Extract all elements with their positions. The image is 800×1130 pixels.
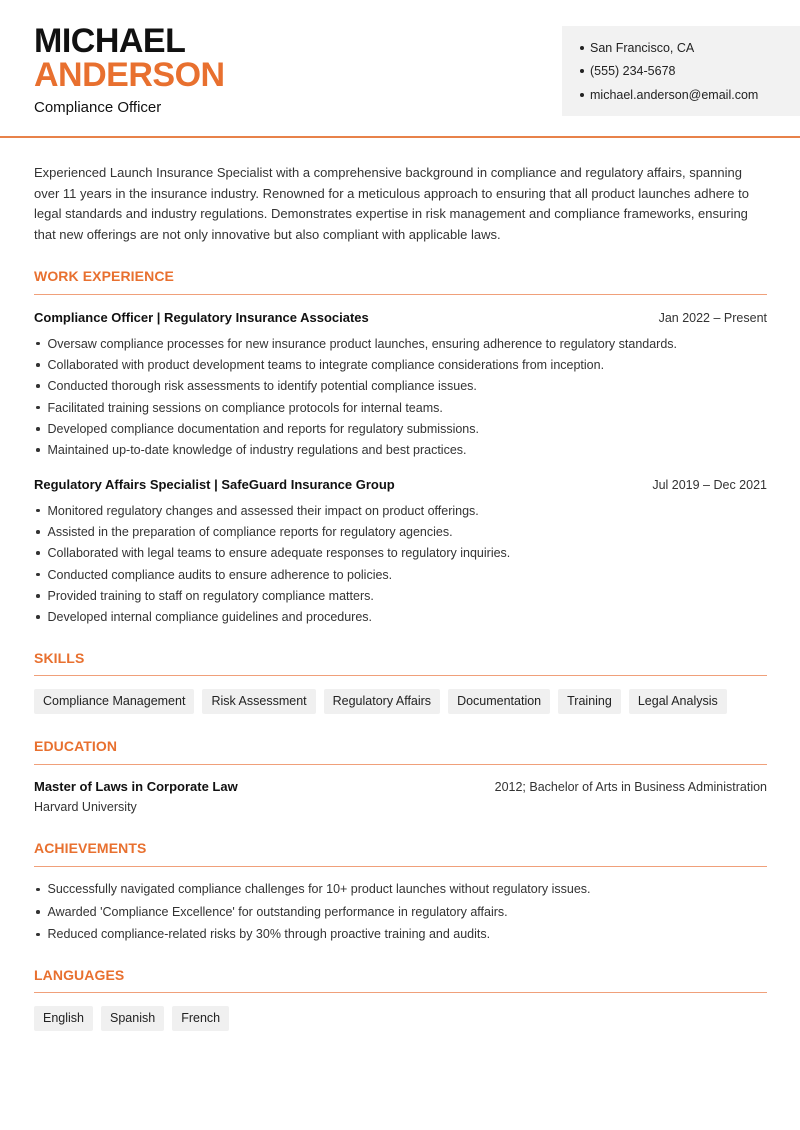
last-name: ANDERSON	[34, 56, 225, 94]
list-item-text: Oversaw compliance processes for new insurance product launches, ensuring adherence to regulatory standards.	[47, 336, 678, 351]
list-item-text: Developed compliance documentation and reports for regulatory submissions.	[47, 421, 479, 436]
job-bullets	[36, 333, 766, 461]
bullet-icon	[36, 384, 40, 388]
job-role: Regulatory Affairs Specialist | SafeGuard Insurance Group	[34, 477, 395, 492]
section-divider	[34, 675, 767, 676]
bullet-icon	[36, 888, 40, 892]
list-item-text: Developed internal compliance guidelines and procedures.	[47, 610, 373, 625]
section-divider	[34, 992, 767, 993]
bullet-icon	[36, 427, 40, 431]
list-item	[36, 376, 766, 397]
job-bullets	[36, 500, 766, 628]
list-item-text: Conducted thorough risk assessments to identify potential compliance issues.	[47, 379, 477, 394]
job-dates: Jul 2019 – Dec 2021	[652, 478, 767, 492]
section-divider	[34, 294, 767, 295]
list-item	[36, 878, 766, 901]
skills-list	[34, 689, 727, 714]
job-header	[34, 477, 767, 492]
education-school: Harvard University	[34, 800, 137, 814]
bullet-icon	[36, 933, 40, 937]
education-date: 2012; Bachelor of Arts in Business Administration	[494, 780, 767, 794]
skill-tag: Legal Analysis	[629, 689, 727, 714]
section-title-achievements: ACHIEVEMENTS	[34, 840, 147, 856]
list-item	[36, 901, 766, 924]
list-item	[36, 585, 766, 606]
section-divider	[34, 764, 767, 765]
section-title-education: EDUCATION	[34, 738, 118, 754]
language-tag: Spanish	[101, 1006, 164, 1031]
bullet-icon	[580, 93, 584, 97]
bullet-icon	[36, 910, 40, 914]
contact-phone	[580, 60, 800, 84]
list-item	[36, 564, 766, 585]
section-divider	[34, 866, 767, 867]
education-degree: Master of Laws in Corporate Law	[34, 779, 238, 794]
first-name: MICHAEL	[34, 22, 186, 60]
list-item	[36, 500, 766, 521]
list-item	[36, 521, 766, 542]
bullet-icon	[36, 551, 40, 555]
skill-tag: Documentation	[448, 689, 550, 714]
bullet-icon	[36, 406, 40, 410]
list-item	[36, 543, 766, 564]
list-item-text: Monitored regulatory changes and assessed their impact on product offerings.	[47, 503, 479, 518]
contact-phone-text: (555) 234-5678	[590, 64, 676, 79]
bullet-icon	[580, 46, 584, 50]
list-item-text: Provided training to staff on regulatory compliance matters.	[47, 588, 374, 603]
list-item-text: Collaborated with legal teams to ensure adequate responses to regulatory inquiries.	[47, 546, 511, 561]
list-item	[36, 606, 766, 627]
resume-header	[0, 0, 800, 138]
contact-location	[580, 36, 800, 60]
list-item-text: Collaborated with product development teams to integrate compliance considerations from inception.	[47, 357, 605, 372]
languages-list	[34, 1006, 229, 1031]
list-item-text: Reduced compliance-related risks by 30% through proactive training and audits.	[47, 927, 491, 942]
achievements-list	[36, 878, 766, 946]
contact-location-text: San Francisco, CA	[590, 40, 695, 55]
bullet-icon	[36, 509, 40, 513]
list-item-text: Successfully navigated compliance challenges for 10+ product launches without regulatory issues.	[47, 882, 591, 897]
job-header	[34, 310, 767, 325]
skill-tag: Training	[558, 689, 621, 714]
list-item	[36, 923, 766, 946]
skill-tag: Risk Assessment	[202, 689, 315, 714]
contact-email-text: michael.anderson@email.com	[590, 87, 759, 102]
list-item-text: Awarded 'Compliance Excellence' for outstanding performance in regulatory affairs.	[47, 904, 508, 919]
language-tag: English	[34, 1006, 93, 1031]
skill-tag: Compliance Management	[34, 689, 194, 714]
section-title-skills: SKILLS	[34, 650, 85, 666]
contact-box	[562, 26, 800, 116]
section-title-languages: LANGUAGES	[34, 967, 125, 983]
bullet-icon	[36, 448, 40, 452]
skill-tag: Regulatory Affairs	[324, 689, 440, 714]
list-item	[36, 397, 766, 418]
list-item-text: Facilitated training sessions on compliance protocols for internal teams.	[47, 400, 443, 415]
list-item	[36, 418, 766, 439]
list-item	[36, 333, 766, 354]
bullet-icon	[36, 342, 40, 346]
job-dates: Jan 2022 – Present	[658, 311, 767, 325]
language-tag: French	[172, 1006, 229, 1031]
list-item	[36, 354, 766, 375]
job-role: Compliance Officer | Regulatory Insurance Associates	[34, 310, 369, 325]
bullet-icon	[36, 615, 40, 619]
bullet-icon	[36, 594, 40, 598]
education-header	[34, 779, 767, 794]
list-item	[36, 439, 766, 460]
contact-email	[580, 83, 800, 107]
bullet-icon	[36, 573, 40, 577]
list-item-text: Conducted compliance audits to ensure adherence to policies.	[47, 567, 393, 582]
bullet-icon	[580, 69, 584, 73]
list-item-text: Maintained up-to-date knowledge of industry regulations and best practices.	[47, 443, 467, 458]
summary: Experienced Launch Insurance Specialist with a comprehensive background in compliance and regulatory affairs, spanning over 11 years in the insurance industry. Renowned for a meticulous approach to ensuring that all product launches adhere to legal standards and industry regulations. Demonstrates expertise in risk management and compliance frameworks, ensuring that new offerings are not only innovative but also compliant with applicable laws.	[34, 165, 749, 243]
job-title: Compliance Officer	[34, 99, 162, 116]
section-title-work: WORK EXPERIENCE	[34, 268, 174, 284]
list-item-text: Assisted in the preparation of compliance reports for regulatory agencies.	[47, 524, 453, 539]
bullet-icon	[36, 530, 40, 534]
bullet-icon	[36, 363, 40, 367]
